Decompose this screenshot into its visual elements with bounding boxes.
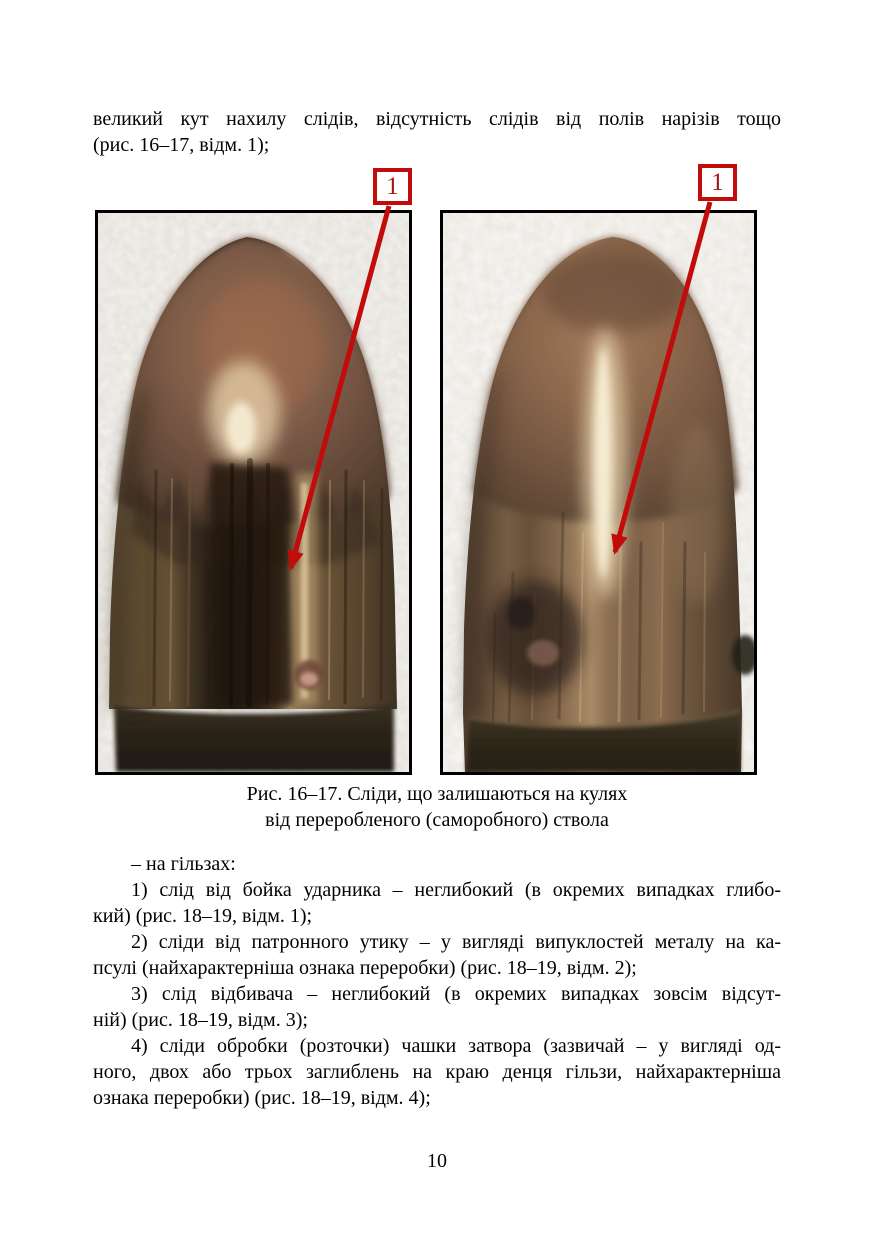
list-item-1 (93, 877, 781, 929)
bullet-photo-right (440, 210, 757, 775)
text-line: ознака переробки) (рис. 18–19, відм. 4); (93, 1087, 431, 1109)
intro-paragraph (93, 106, 781, 158)
list-item-2 (93, 929, 781, 981)
page-number: 10 (427, 1150, 447, 1172)
text-line: 3) слід відбивача – неглибокий (в окремих випадках зовсім відсут- (131, 983, 781, 1005)
text-line: псулі (найхарактерніша ознака переробки) (рис. 18–19, відм. 2); (93, 957, 637, 979)
body-text (93, 851, 781, 1111)
text-line: кий) (рис. 18–19, відм. 1); (93, 905, 313, 927)
text-line: великий кут нахилу слідів, відсутність слідів від полів нарізів тощо (93, 108, 781, 130)
text-line: 2) сліди від патронного утику – у вигляді випуклостей металу на ка- (131, 931, 781, 953)
figure-marker-right: 1 (698, 164, 737, 201)
list-item-4 (93, 1033, 781, 1111)
caption-line: від переробленого (саморобного) ствола (265, 809, 609, 831)
text-line: (рис. 16–17, відм. 1); (93, 134, 270, 156)
list-item-3 (93, 981, 781, 1033)
text-line: ній) (рис. 18–19, відм. 3); (93, 1009, 308, 1031)
figure-marker-left: 1 (373, 168, 412, 205)
caption-line: Рис. 16–17. Сліди, що залишаються на кулях (246, 783, 628, 805)
text-line: ного, двох або трьох заглиблень на краю денця гільзи, найхарактерніша (93, 1061, 781, 1083)
list-lead: – на гільзах: (131, 853, 236, 875)
text-line: 1) слід від бойка ударника – неглибокий (в окремих випадках глибо- (131, 879, 781, 901)
bullet-photo-right-image (443, 213, 754, 772)
text-line: 4) сліди обробки (розточки) чашки затвора (зазвичай – у вигляді од- (131, 1035, 781, 1057)
bullet-photo-left (95, 210, 412, 775)
figure-caption (93, 781, 781, 833)
bullet-photo-left-image (98, 213, 409, 772)
